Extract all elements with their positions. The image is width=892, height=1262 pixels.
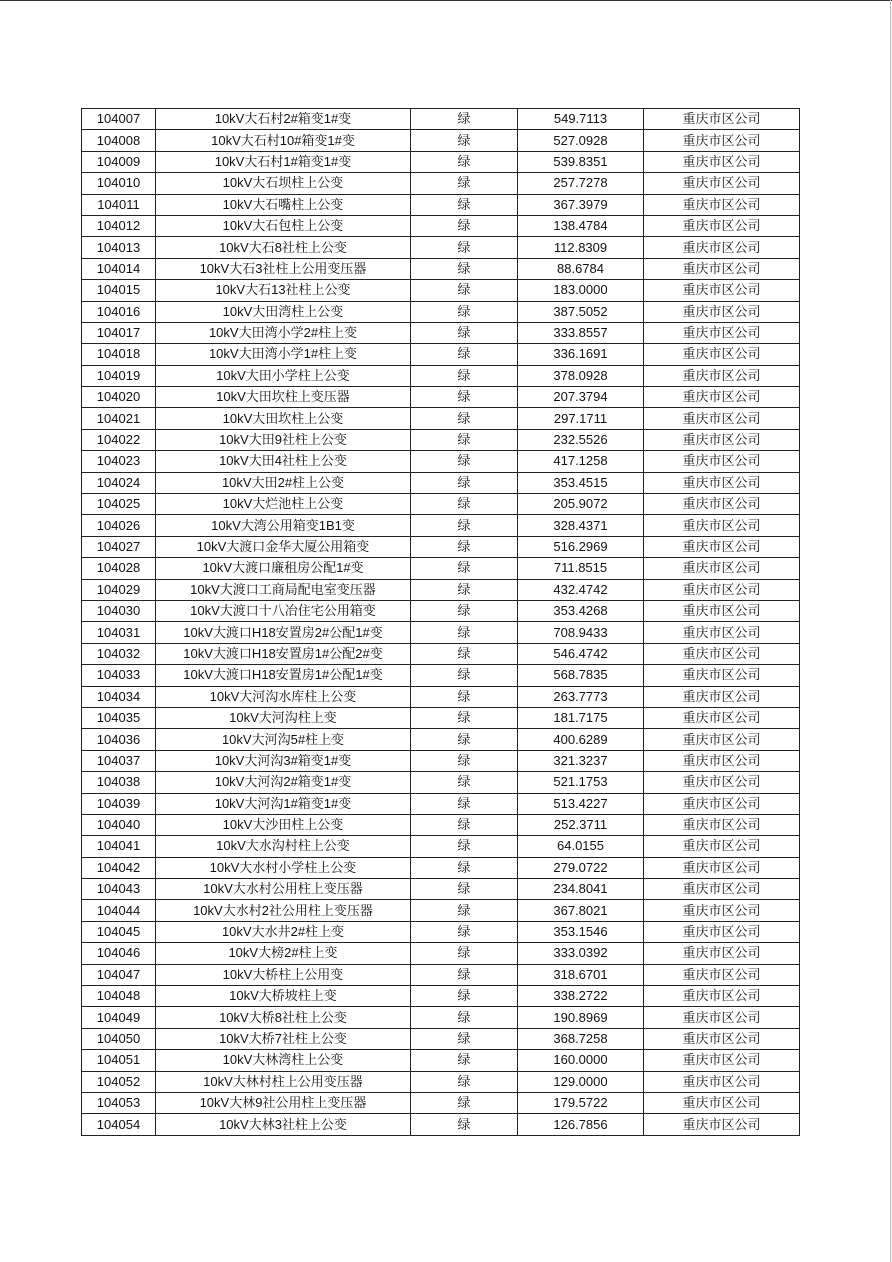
page-top-border	[0, 0, 892, 1]
table-row	[82, 1114, 800, 1135]
value-cell: 321.3237	[518, 750, 644, 771]
table-row	[82, 151, 800, 172]
status-cell: 绿	[411, 879, 518, 900]
transformer-name-cell: 10kV大河沟柱上变	[156, 707, 411, 728]
value-cell: 88.6784	[518, 258, 644, 279]
status-cell: 绿	[411, 558, 518, 579]
value-cell: 353.4268	[518, 600, 644, 621]
company-cell: 重庆市区公司	[644, 900, 800, 921]
transformer-name-cell: 10kV大水井2#柱上变	[156, 921, 411, 942]
id-cell: 104027	[82, 536, 156, 557]
company-cell: 重庆市区公司	[644, 408, 800, 429]
table-row	[82, 943, 800, 964]
id-cell: 104019	[82, 365, 156, 386]
transformer-name-cell: 10kV大渡口H18安置房1#公配2#变	[156, 643, 411, 664]
status-cell: 绿	[411, 151, 518, 172]
id-cell: 104049	[82, 1007, 156, 1028]
id-cell: 104018	[82, 344, 156, 365]
id-cell: 104037	[82, 750, 156, 771]
status-cell: 绿	[411, 408, 518, 429]
status-cell: 绿	[411, 772, 518, 793]
id-cell: 104010	[82, 173, 156, 194]
status-cell: 绿	[411, 686, 518, 707]
table-row	[82, 301, 800, 322]
company-cell: 重庆市区公司	[644, 536, 800, 557]
transformer-name-cell: 10kV大桥7社柱上公变	[156, 1028, 411, 1049]
id-cell: 104045	[82, 921, 156, 942]
status-cell: 绿	[411, 494, 518, 515]
transformer-name-cell: 10kV大田湾柱上公变	[156, 301, 411, 322]
table-row	[82, 558, 800, 579]
transformer-name-cell: 10kV大田湾小学1#柱上变	[156, 344, 411, 365]
value-cell: 179.5722	[518, 1092, 644, 1113]
id-cell: 104025	[82, 494, 156, 515]
value-cell: 708.9433	[518, 622, 644, 643]
table-row	[82, 429, 800, 450]
status-cell: 绿	[411, 194, 518, 215]
table-row	[82, 387, 800, 408]
company-cell: 重庆市区公司	[644, 322, 800, 343]
transformer-name-cell: 10kV大河沟水库柱上公变	[156, 686, 411, 707]
company-cell: 重庆市区公司	[644, 772, 800, 793]
id-cell: 104011	[82, 194, 156, 215]
table-row	[82, 686, 800, 707]
status-cell: 绿	[411, 1028, 518, 1049]
table-row	[82, 515, 800, 536]
value-cell: 711.8515	[518, 558, 644, 579]
status-cell: 绿	[411, 215, 518, 236]
transformer-name-cell: 10kV大渡口工商局配电室变压器	[156, 579, 411, 600]
value-cell: 257.7278	[518, 173, 644, 194]
transformer-name-cell: 10kV大田湾小学2#柱上变	[156, 322, 411, 343]
transformer-name-cell: 10kV大河沟2#箱变1#变	[156, 772, 411, 793]
transformer-name-cell: 10kV大水村小学柱上公变	[156, 857, 411, 878]
status-cell: 绿	[411, 322, 518, 343]
table-row	[82, 1092, 800, 1113]
value-cell: 338.2722	[518, 986, 644, 1007]
table-row	[82, 729, 800, 750]
company-cell: 重庆市区公司	[644, 879, 800, 900]
value-cell: 516.2969	[518, 536, 644, 557]
status-cell: 绿	[411, 237, 518, 258]
status-cell: 绿	[411, 729, 518, 750]
table-row	[82, 408, 800, 429]
id-cell: 104021	[82, 408, 156, 429]
table-row	[82, 215, 800, 236]
value-cell: 234.8041	[518, 879, 644, 900]
table-row	[82, 879, 800, 900]
id-cell: 104009	[82, 151, 156, 172]
id-cell: 104032	[82, 643, 156, 664]
company-cell: 重庆市区公司	[644, 921, 800, 942]
company-cell: 重庆市区公司	[644, 109, 800, 130]
transformer-name-cell: 10kV大河沟5#柱上变	[156, 729, 411, 750]
transformer-name-cell: 10kV大渡口廉租房公配1#变	[156, 558, 411, 579]
value-cell: 546.4742	[518, 643, 644, 664]
transformer-name-cell: 10kV大林9社公用柱上变压器	[156, 1092, 411, 1113]
transformer-name-cell: 10kV大沙田柱上公变	[156, 814, 411, 835]
transformer-name-cell: 10kV大渡口H18安置房2#公配1#变	[156, 622, 411, 643]
value-cell: 333.0392	[518, 943, 644, 964]
value-cell: 378.0928	[518, 365, 644, 386]
transformer-name-cell: 10kV大水沟村柱上公变	[156, 836, 411, 857]
status-cell: 绿	[411, 1050, 518, 1071]
company-cell: 重庆市区公司	[644, 686, 800, 707]
status-cell: 绿	[411, 451, 518, 472]
id-cell: 104044	[82, 900, 156, 921]
transformer-name-cell: 10kV大石8社柱上公变	[156, 237, 411, 258]
transformer-name-cell: 10kV大石村2#箱变1#变	[156, 109, 411, 130]
company-cell: 重庆市区公司	[644, 280, 800, 301]
status-cell: 绿	[411, 836, 518, 857]
value-cell: 387.5052	[518, 301, 644, 322]
transformer-name-cell: 10kV大渡口金华大厦公用箱变	[156, 536, 411, 557]
status-cell: 绿	[411, 258, 518, 279]
company-cell: 重庆市区公司	[644, 1071, 800, 1092]
id-cell: 104017	[82, 322, 156, 343]
company-cell: 重庆市区公司	[644, 451, 800, 472]
id-cell: 104030	[82, 600, 156, 621]
company-cell: 重庆市区公司	[644, 964, 800, 985]
table-row	[82, 900, 800, 921]
company-cell: 重庆市区公司	[644, 836, 800, 857]
table-row	[82, 1007, 800, 1028]
value-cell: 527.0928	[518, 130, 644, 151]
value-cell: 129.0000	[518, 1071, 644, 1092]
status-cell: 绿	[411, 387, 518, 408]
id-cell: 104050	[82, 1028, 156, 1049]
status-cell: 绿	[411, 515, 518, 536]
value-cell: 181.7175	[518, 707, 644, 728]
value-cell: 112.8309	[518, 237, 644, 258]
value-cell: 353.4515	[518, 472, 644, 493]
table-row	[82, 194, 800, 215]
company-cell: 重庆市区公司	[644, 215, 800, 236]
table-row	[82, 451, 800, 472]
transformer-name-cell: 10kV大石3社柱上公用变压器	[156, 258, 411, 279]
value-cell: 353.1546	[518, 921, 644, 942]
company-cell: 重庆市区公司	[644, 729, 800, 750]
status-cell: 绿	[411, 814, 518, 835]
value-cell: 232.5526	[518, 429, 644, 450]
value-cell: 367.3979	[518, 194, 644, 215]
id-cell: 104008	[82, 130, 156, 151]
status-cell: 绿	[411, 579, 518, 600]
id-cell: 104046	[82, 943, 156, 964]
table-row	[82, 365, 800, 386]
company-cell: 重庆市区公司	[644, 472, 800, 493]
id-cell: 104031	[82, 622, 156, 643]
transformer-name-cell: 10kV大田坎柱上变压器	[156, 387, 411, 408]
id-cell: 104029	[82, 579, 156, 600]
value-cell: 205.9072	[518, 494, 644, 515]
table-row	[82, 344, 800, 365]
company-cell: 重庆市区公司	[644, 707, 800, 728]
value-cell: 336.1691	[518, 344, 644, 365]
id-cell: 104053	[82, 1092, 156, 1113]
transformer-name-cell: 10kV大林3社柱上公变	[156, 1114, 411, 1135]
company-cell: 重庆市区公司	[644, 665, 800, 686]
company-cell: 重庆市区公司	[644, 237, 800, 258]
transformer-name-cell: 10kV大石13社柱上公变	[156, 280, 411, 301]
status-cell: 绿	[411, 943, 518, 964]
value-cell: 126.7856	[518, 1114, 644, 1135]
table-row	[82, 1071, 800, 1092]
transformer-name-cell: 10kV大田9社柱上公变	[156, 429, 411, 450]
transformer-name-cell: 10kV大河沟3#箱变1#变	[156, 750, 411, 771]
company-cell: 重庆市区公司	[644, 1028, 800, 1049]
transformer-name-cell: 10kV大河沟1#箱变1#变	[156, 793, 411, 814]
transformer-name-cell: 10kV大水村公用柱上变压器	[156, 879, 411, 900]
id-cell: 104007	[82, 109, 156, 130]
status-cell: 绿	[411, 429, 518, 450]
table-row	[82, 964, 800, 985]
value-cell: 160.0000	[518, 1050, 644, 1071]
status-cell: 绿	[411, 622, 518, 643]
value-cell: 252.3711	[518, 814, 644, 835]
status-cell: 绿	[411, 536, 518, 557]
transformer-name-cell: 10kV大渡口H18安置房1#公配1#变	[156, 665, 411, 686]
value-cell: 279.0722	[518, 857, 644, 878]
status-cell: 绿	[411, 1092, 518, 1113]
status-cell: 绿	[411, 900, 518, 921]
status-cell: 绿	[411, 1007, 518, 1028]
id-cell: 104034	[82, 686, 156, 707]
table-row	[82, 130, 800, 151]
table-row	[82, 280, 800, 301]
table-row	[82, 258, 800, 279]
table-row	[82, 322, 800, 343]
table-row	[82, 1050, 800, 1071]
transformer-name-cell: 10kV大榜2#柱上变	[156, 943, 411, 964]
id-cell: 104036	[82, 729, 156, 750]
transformer-name-cell: 10kV大桥8社柱上公变	[156, 1007, 411, 1028]
id-cell: 104024	[82, 472, 156, 493]
status-cell: 绿	[411, 793, 518, 814]
transformer-name-cell: 10kV大湾公用箱变1B1变	[156, 515, 411, 536]
table-row	[82, 665, 800, 686]
transformer-name-cell: 10kV大田小学柱上公变	[156, 365, 411, 386]
table-row	[82, 643, 800, 664]
table-row	[82, 814, 800, 835]
table-body	[82, 109, 800, 1136]
company-cell: 重庆市区公司	[644, 1007, 800, 1028]
table-row	[82, 622, 800, 643]
value-cell: 328.4371	[518, 515, 644, 536]
table-row	[82, 536, 800, 557]
company-cell: 重庆市区公司	[644, 943, 800, 964]
transformer-name-cell: 10kV大林村柱上公用变压器	[156, 1071, 411, 1092]
status-cell: 绿	[411, 665, 518, 686]
table-row	[82, 472, 800, 493]
id-cell: 104041	[82, 836, 156, 857]
id-cell: 104020	[82, 387, 156, 408]
transformer-name-cell: 10kV大石村1#箱变1#变	[156, 151, 411, 172]
id-cell: 104028	[82, 558, 156, 579]
id-cell: 104042	[82, 857, 156, 878]
value-cell: 183.0000	[518, 280, 644, 301]
company-cell: 重庆市区公司	[644, 814, 800, 835]
status-cell: 绿	[411, 1071, 518, 1092]
company-cell: 重庆市区公司	[644, 494, 800, 515]
table-row	[82, 772, 800, 793]
status-cell: 绿	[411, 472, 518, 493]
company-cell: 重庆市区公司	[644, 365, 800, 386]
status-cell: 绿	[411, 130, 518, 151]
table-row	[82, 1028, 800, 1049]
company-cell: 重庆市区公司	[644, 387, 800, 408]
value-cell: 539.8351	[518, 151, 644, 172]
company-cell: 重庆市区公司	[644, 857, 800, 878]
transformer-table	[81, 108, 800, 1136]
table-row	[82, 750, 800, 771]
id-cell: 104022	[82, 429, 156, 450]
id-cell: 104013	[82, 237, 156, 258]
status-cell: 绿	[411, 964, 518, 985]
transformer-name-cell: 10kV大渡口十八冶住宅公用箱变	[156, 600, 411, 621]
value-cell: 521.1753	[518, 772, 644, 793]
page-right-border	[890, 0, 891, 1262]
transformer-name-cell: 10kV大石坝柱上公变	[156, 173, 411, 194]
value-cell: 417.1258	[518, 451, 644, 472]
table-row	[82, 237, 800, 258]
transformer-name-cell: 10kV大桥柱上公用变	[156, 964, 411, 985]
value-cell: 367.8021	[518, 900, 644, 921]
status-cell: 绿	[411, 750, 518, 771]
id-cell: 104040	[82, 814, 156, 835]
company-cell: 重庆市区公司	[644, 194, 800, 215]
transformer-name-cell: 10kV大田4社柱上公变	[156, 451, 411, 472]
table-row	[82, 986, 800, 1007]
value-cell: 513.4227	[518, 793, 644, 814]
status-cell: 绿	[411, 1114, 518, 1135]
company-cell: 重庆市区公司	[644, 130, 800, 151]
id-cell: 104051	[82, 1050, 156, 1071]
id-cell: 104033	[82, 665, 156, 686]
value-cell: 318.6701	[518, 964, 644, 985]
value-cell: 368.7258	[518, 1028, 644, 1049]
company-cell: 重庆市区公司	[644, 1114, 800, 1135]
company-cell: 重庆市区公司	[644, 750, 800, 771]
id-cell: 104043	[82, 879, 156, 900]
status-cell: 绿	[411, 986, 518, 1007]
id-cell: 104016	[82, 301, 156, 322]
transformer-name-cell: 10kV大烂池柱上公变	[156, 494, 411, 515]
company-cell: 重庆市区公司	[644, 429, 800, 450]
table-row	[82, 600, 800, 621]
id-cell: 104047	[82, 964, 156, 985]
status-cell: 绿	[411, 365, 518, 386]
company-cell: 重庆市区公司	[644, 600, 800, 621]
transformer-name-cell: 10kV大田2#柱上公变	[156, 472, 411, 493]
company-cell: 重庆市区公司	[644, 515, 800, 536]
id-cell: 104012	[82, 215, 156, 236]
company-cell: 重庆市区公司	[644, 1050, 800, 1071]
company-cell: 重庆市区公司	[644, 1092, 800, 1113]
id-cell: 104015	[82, 280, 156, 301]
table-row	[82, 494, 800, 515]
transformer-name-cell: 10kV大桥坡柱上变	[156, 986, 411, 1007]
status-cell: 绿	[411, 643, 518, 664]
status-cell: 绿	[411, 301, 518, 322]
transformer-name-cell: 10kV大石包柱上公变	[156, 215, 411, 236]
transformer-name-cell: 10kV大石嘴柱上公变	[156, 194, 411, 215]
company-cell: 重庆市区公司	[644, 622, 800, 643]
id-cell: 104023	[82, 451, 156, 472]
status-cell: 绿	[411, 280, 518, 301]
table-row	[82, 109, 800, 130]
table-row	[82, 793, 800, 814]
value-cell: 568.7835	[518, 665, 644, 686]
company-cell: 重庆市区公司	[644, 344, 800, 365]
company-cell: 重庆市区公司	[644, 986, 800, 1007]
company-cell: 重庆市区公司	[644, 643, 800, 664]
transformer-name-cell: 10kV大田坎柱上公变	[156, 408, 411, 429]
company-cell: 重庆市区公司	[644, 258, 800, 279]
company-cell: 重庆市区公司	[644, 301, 800, 322]
company-cell: 重庆市区公司	[644, 151, 800, 172]
id-cell: 104039	[82, 793, 156, 814]
value-cell: 333.8557	[518, 322, 644, 343]
transformer-name-cell: 10kV大水村2社公用柱上变压器	[156, 900, 411, 921]
table-row	[82, 836, 800, 857]
company-cell: 重庆市区公司	[644, 793, 800, 814]
status-cell: 绿	[411, 344, 518, 365]
status-cell: 绿	[411, 707, 518, 728]
status-cell: 绿	[411, 109, 518, 130]
status-cell: 绿	[411, 173, 518, 194]
value-cell: 432.4742	[518, 579, 644, 600]
status-cell: 绿	[411, 600, 518, 621]
id-cell: 104038	[82, 772, 156, 793]
id-cell: 104014	[82, 258, 156, 279]
table-row	[82, 707, 800, 728]
value-cell: 400.6289	[518, 729, 644, 750]
id-cell: 104048	[82, 986, 156, 1007]
value-cell: 64.0155	[518, 836, 644, 857]
table-row	[82, 173, 800, 194]
company-cell: 重庆市区公司	[644, 558, 800, 579]
table-row	[82, 857, 800, 878]
table-row	[82, 579, 800, 600]
value-cell: 207.3794	[518, 387, 644, 408]
transformer-name-cell: 10kV大石村10#箱变1#变	[156, 130, 411, 151]
company-cell: 重庆市区公司	[644, 173, 800, 194]
value-cell: 138.4784	[518, 215, 644, 236]
status-cell: 绿	[411, 921, 518, 942]
id-cell: 104054	[82, 1114, 156, 1135]
company-cell: 重庆市区公司	[644, 579, 800, 600]
value-cell: 297.1711	[518, 408, 644, 429]
status-cell: 绿	[411, 857, 518, 878]
value-cell: 190.8969	[518, 1007, 644, 1028]
id-cell: 104052	[82, 1071, 156, 1092]
id-cell: 104026	[82, 515, 156, 536]
id-cell: 104035	[82, 707, 156, 728]
value-cell: 263.7773	[518, 686, 644, 707]
value-cell: 549.7113	[518, 109, 644, 130]
table-row	[82, 921, 800, 942]
transformer-name-cell: 10kV大林湾柱上公变	[156, 1050, 411, 1071]
